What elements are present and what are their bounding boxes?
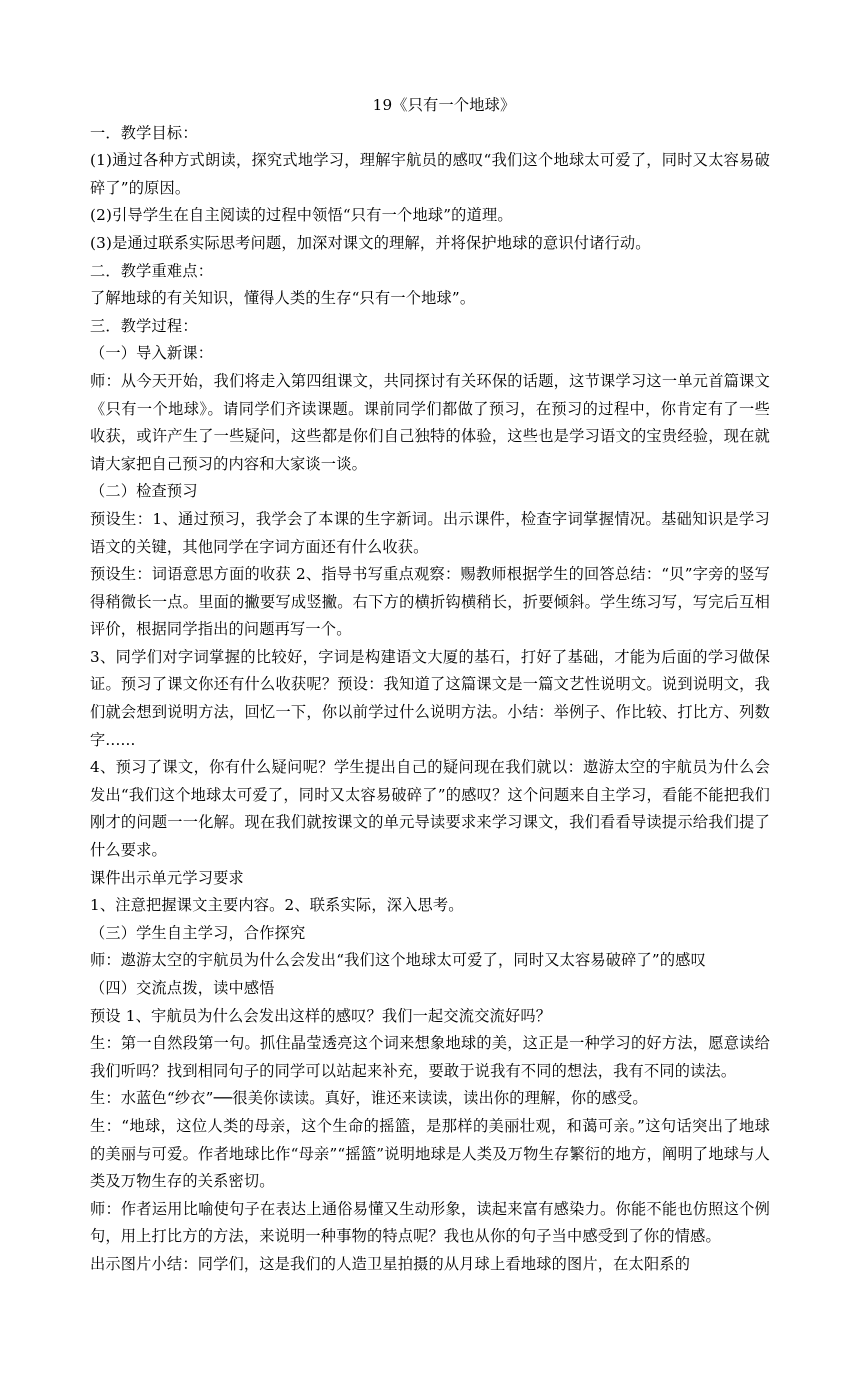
- subheading-preview-check: （二）检查预习: [90, 482, 198, 501]
- goal-item-2: (2)引导学生在自主阅读的过程中领悟“只有一个地球”的道理。: [90, 206, 513, 225]
- paragraph-teacher-question: 师：遨游太空的宇航员为什么会发出“我们这个地球太可爱了，同时又太容易破碎了”的感叹: [90, 951, 707, 970]
- section-heading-goals: 一．教学目标：: [90, 123, 198, 142]
- paragraph-requirements-list: 1、注意把握课文主要内容。2、联系实际，深入思考。: [90, 896, 464, 915]
- section-heading-key-points: 二．教学重难点：: [90, 261, 214, 280]
- document-page: [90, 92, 770, 1279]
- paragraph-unit-requirements: 课件出示单元学习要求: [90, 868, 244, 887]
- paragraph-preview-1: 预设生：1、通过预习，我学会了本课的生字新词。出示课件，检查字词掌握情况。基础知识是学习语文的关键，其他同学在字词方面还有什么收获。: [90, 509, 770, 556]
- paragraph-discussion-1: 预设 1、宇航员为什么会发出这样的感叹？我们一起交流交流好吗？: [90, 1006, 552, 1025]
- subheading-introduction: （一）导入新课：: [90, 344, 214, 363]
- goal-item-3: (3)是通过联系实际思考问题，加深对课文的理解，并将保护地球的意识付诸行动。: [90, 233, 651, 252]
- paragraph-student-1: 生：第一自然段第一句。抓住晶莹透亮这个词来想象地球的美，这正是一种学习的好方法，愿意读给我们听吗？找到相同句子的同学可以站起来补充，要敢于说我有不同的想法，我有不同的读法。: [90, 1034, 770, 1080]
- paragraph-introduction: 师：从今天开始，我们将走入第四组课文，共同探讨有关环保的话题，这节课学习这一单元首篇课文《只有一个地球》。请同学们齐读课题。课前同学们都做了预习，在预习的过程中，你肯定有了一些收获，或许产生了一些疑问，这些都是你们自己独特的体验，这些也是学习语文的宝贵经验，现在就请大家把自己预习的内容和大家谈一谈。: [90, 371, 770, 473]
- goal-item-1: (1)通过各种方式朗读，探究式地学习，理解宇航员的感叹“我们这个地球太可爱了，同时又太容易破碎了”的原因。: [90, 151, 770, 197]
- paragraph-picture-summary: 出示图片小结：同学们，这是我们的人造卫星拍摄的从月球上看地球的图片，在太阳系的: [90, 1254, 691, 1273]
- paragraph-preview-3: 3、同学们对字词掌握的比较好，字词是构建语文大厦的基石，打好了基础，才能为后面的学习做保证。预习了课文你还有什么收获呢？预设：我知道了这篇课文是一篇文艺性说明文。说到说明文，我们就会想到说明方法，回忆一下，你以前学过什么说明方法。小结：举例子、作比较、打比方、列数字......: [90, 647, 770, 749]
- paragraph-preview-2: 预设生：词语意思方面的收获 2、指导书写重点观察：赐教师根据学生的回答总结：“贝”字旁的竖写得稍微长一点。里面的撇要写成竖撇。右下方的横折钩横稍长，折要倾斜。学生练习写，写完后互相评价，根据同学指出的问题再写一个。: [90, 565, 770, 639]
- paragraph-student-3: 生：“地球，这位人类的母亲，这个生命的摇篮，是那样的美丽壮观，和蔼可亲。”这句话突出了地球的美丽与可爱。作者地球比作“母亲”“摇篮”说明地球是人类及万物生存繁衍的地方，阐明了地球与人类及万物生存的关系密切。: [90, 1116, 770, 1191]
- paragraph-student-2: 生：水蓝色“纱衣”──很美你读读。真好，谁还来读读，读出你的理解，你的感受。: [90, 1089, 648, 1108]
- section-heading-process: 三．教学过程：: [90, 316, 198, 335]
- paragraph-teacher-comment: 师：作者运用比喻使句子在表达上通俗易懂又生动形象，读起来富有感染力。你能不能也仿照这个例句，用上打比方的方法，来说明一种事物的特点呢？我也从你的句子当中感受到了你的情感。: [90, 1199, 770, 1246]
- document-title: 19《只有一个地球》: [372, 96, 516, 114]
- subheading-self-study: （三）学生自主学习，合作探究: [90, 923, 306, 942]
- subheading-discussion: （四）交流点拨，读中感悟: [90, 979, 275, 997]
- key-points-text: 了解地球的有关知识，懂得人类的生存“只有一个地球”。: [90, 289, 476, 308]
- paragraph-preview-4: 4、预习了课文，你有什么疑问呢？学生提出自己的疑问现在我们就以：遨游太空的宇航员为什么会发出“我们这个地球太可爱了，同时又太容易破碎了”的感叹？这个问题来自主学习，看能不能把我们刚才的问题一一化解。现在我们就按课文的单元导读要求来学习课文，我们看看导读提示给我们提了什么要求。: [90, 758, 770, 860]
